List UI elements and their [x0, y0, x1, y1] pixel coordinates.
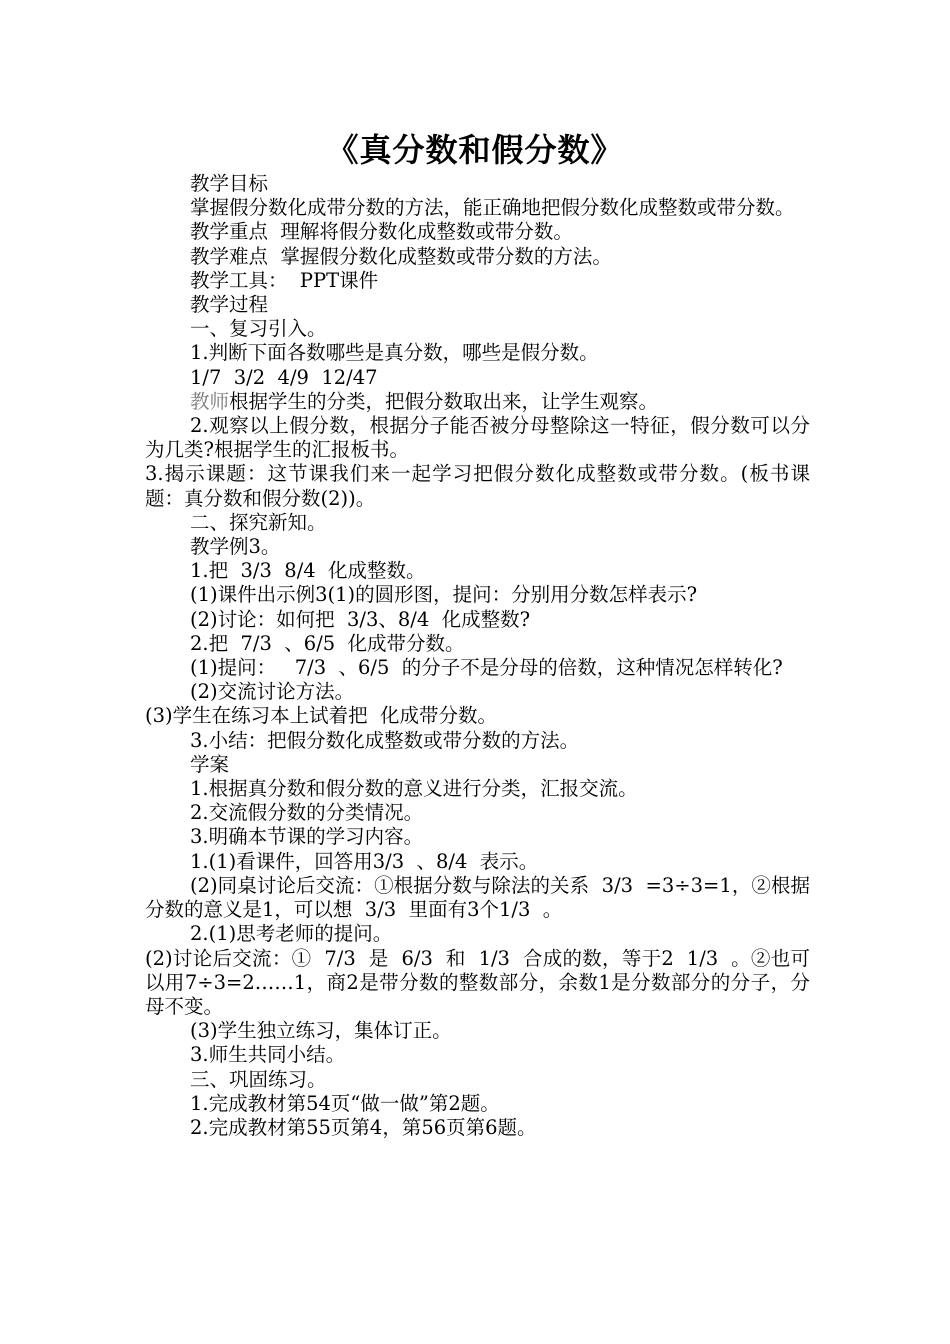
document-title: 《真分数和假分数》	[326, 131, 624, 169]
paragraph-exercise-2: 2.完成教材第55页第4，第56页第6题。	[190, 1115, 537, 1139]
paragraph-difficult-point: 教学难点 掌握假分数化成整数或带分数的方法。	[190, 244, 612, 268]
paragraph-judge-fractions: 1.判断下面各数哪些是真分数，哪些是假分数。	[190, 341, 599, 365]
paragraph-key-point: 教学重点 理解将假分数化成整数或带分数。	[190, 220, 573, 244]
paragraph-example-3: 教学例3。	[190, 535, 281, 559]
paragraph-classify-report: 1.根据真分数和假分数的意义进行分类，汇报交流。	[190, 777, 638, 801]
paragraph-teaching-goal: 掌握假分数化成带分数的方法，能正确地把假分数化成整数或带分数。	[190, 196, 795, 220]
paragraph-teaching-tools: 教学工具： PPT课件	[190, 268, 379, 292]
paragraph-joint-summary: 3.师生共同小结。	[190, 1043, 346, 1067]
paragraph-study-plan-heading: 学案	[190, 752, 230, 776]
paragraph-circle-diagram: (1)课件出示例3(1)的圆形图，提问：分别用分数怎样表示?	[190, 583, 698, 607]
paragraph-ask-question: (1)提问： 7/3 、6/5 的分子不是分母的倍数，这种情况怎样转化?	[190, 656, 783, 680]
paragraph-observe-fractions: 2.观察以上假分数，根据分子能否被分母整除这一特征，假分数可以分为几类?根据学生的汇报板书。	[145, 414, 810, 462]
paragraph-desk-mate-discussion: (2)同桌讨论后交流：①根据分数与除法的关系 3/3 =3÷3=1，②根据分数的意义是1，可以想 3/3 里面有3个1/3 。	[145, 873, 810, 922]
paragraph-student-try: (3)学生在练习本上试着把 化成带分数。	[145, 704, 498, 728]
paragraph-independent-practice: (3)学生独立练习，集体订正。	[190, 1019, 452, 1043]
paragraph-summary: 3.小结：把假分数化成整数或带分数的方法。	[190, 728, 580, 752]
paragraph-discussion-exchange: (2)讨论后交流：① 7/3 是 6/3 和 1/3 合成的数，等于2 1/3 。②也可以用7÷3=2……1，商2是带分数的整数部分，余数1是分数部分的分子，分母不变。	[145, 946, 810, 1018]
paragraph-teaching-goal-heading: 教学目标	[190, 172, 269, 195]
section-heading-practice: 三、巩固练习。	[190, 1067, 327, 1091]
paragraph-teacher-classify-text: 根据学生的分类，把假分数取出来，让学生观察。	[229, 389, 659, 413]
paragraph-to-integer: 1.把 3/3 8/4 化成整数。	[190, 559, 426, 583]
paragraph-exchange-classification: 2.交流假分数的分类情况。	[190, 801, 424, 825]
paragraph-think-question: 2.(1)思考老师的提问。	[190, 922, 393, 946]
section-heading-review: 一、复习引入。	[190, 317, 327, 341]
paragraph-exchange-methods: (2)交流讨论方法。	[190, 680, 355, 704]
paragraph-teacher-classify	[145, 390, 810, 414]
teacher-label: 教师	[190, 389, 230, 413]
paragraph-watch-courseware: 1.(1)看课件，回答用3/3 、8/4 表示。	[190, 849, 539, 873]
paragraph-discuss-integer: (2)讨论：如何把 3/3、8/4 化成整数?	[190, 607, 531, 631]
paragraph-exercise-1: 1.完成教材第54页“做一做”第2题。	[190, 1091, 500, 1115]
document-body	[145, 172, 810, 1140]
section-heading-explore: 二、探究新知。	[190, 510, 327, 534]
paragraph-reveal-topic: 3.揭示课题：这节课我们来一起学习把假分数化成整数或带分数。(板书课题：真分数和假分数(2))。	[145, 462, 810, 510]
paragraph-clarify-content: 3.明确本节课的学习内容。	[190, 825, 424, 849]
paragraph-fraction-list: 1/7 3/2 4/9 12/47	[190, 365, 378, 389]
paragraph-to-mixed-number: 2.把 7/3 、6/5 化成带分数。	[190, 631, 465, 655]
paragraph-process-heading: 教学过程	[190, 293, 269, 317]
